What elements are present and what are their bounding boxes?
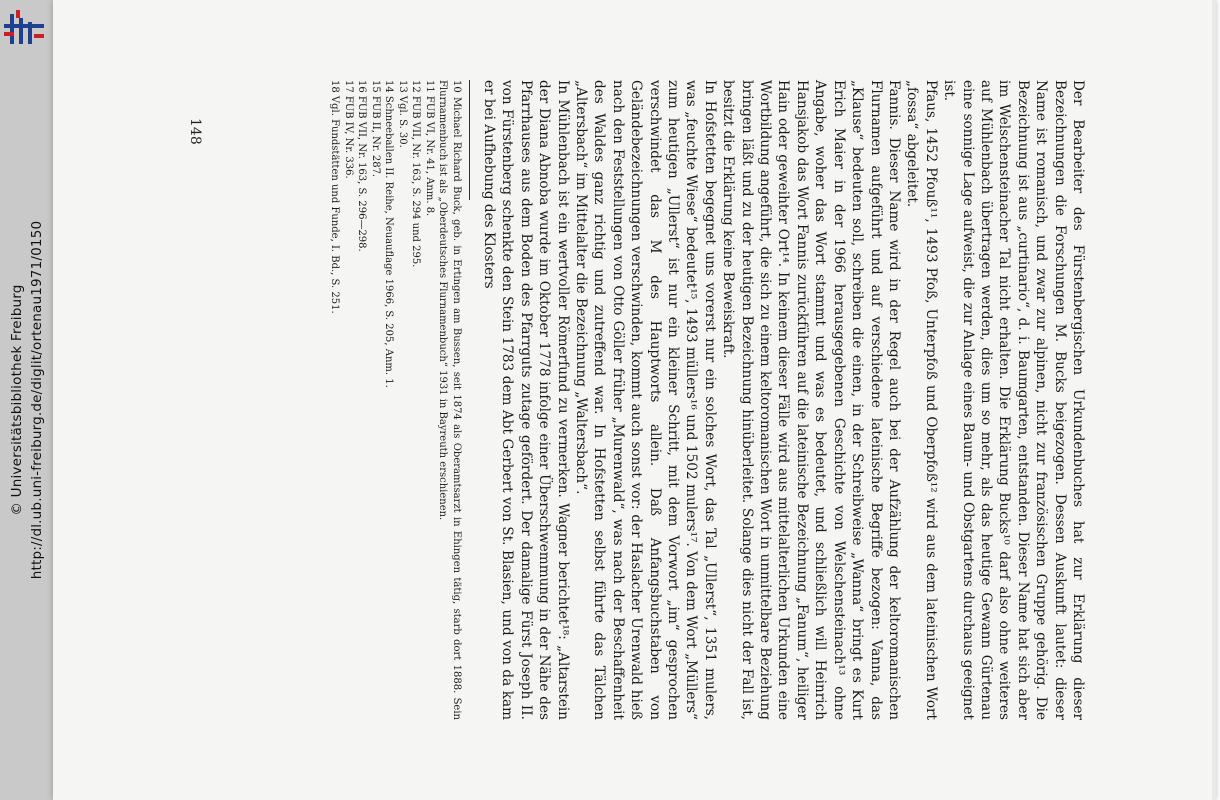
footnote: 13 Vgl. S. 30. xyxy=(396,80,408,148)
paragraph: In Hofstetten begegnet uns vorerst nur ein solches Wort, das Tal „Ullerst“, 1351 mulers, was „feuchte Wiese“ bedeutet¹⁵, 1493 müllers¹⁶ und 1502 mulers¹⁷. Von dem Wort „Müllers“ zum heutigen „Ullerst“ ist nur ein kleiner Schritt, mit dem Vorwort „im“ gesprochen verschwindet das M des Hauptworts allein. Daß Anfangsbuchstaben von Geländebezeichnungen verschwinden, kommt auch sonst vor: der Haslacher Urenwald hieß nach den Feststellungen von Otto Göller früher „Murenwald“, was nach der Beschaffenheit des Waldes ganz richtig und zutreffend war. In Hofstetten selbst führte das Tälchen „Altersbach“ im Mittelalter die Bezeichnung „Waltersbach“. xyxy=(573,80,718,720)
footnotes xyxy=(328,80,463,720)
paragraph: Fannis. Dieser Name wird in der Regel auch bei der Aufzählung der keltoromanischen Flurnamen aufgeführt und auf verschiedene lateinische Begriffe bezogen: Vanna, das „Klause“ bedeuten soll, schreiben die einen, in der Schreibweise „Wanna“ bringt es Kurt Erich Maier in der 1966 herausgegebenen Geschichte von Welschensteinach¹³ ohne Angabe, woher das Wort stammt und was es bedeutet, und schließlich will Heinrich Hansjakob das Wort Fannis zurückführen auf die lateinische Bezeichnung „Fanum“, heiliger Hain oder geweihter Ort¹⁴. In keinem dieser Fälle wird aus mittelalterlichen Urkunden eine Wortbildung angeführt, die sich zu einem keltoromanischen Wort in unmittelbare Beziehung bringen läßt und zu der heutigen Bezeichnung hinüberleitet. Solange dies nicht der Fall ist, besitzt die Erklärung keine Beweiskraft. xyxy=(720,80,902,720)
paragraph: Pfaus, 1452 Pfouß¹¹, 1493 Pfoß, Unterpfoß und Oberpfoß¹² wird aus dem lateinischen Wort „fossa“ abgeleitet. xyxy=(904,80,939,720)
footnote: 12 FUB VII, Nr. 163, S. 294 und 295. xyxy=(410,80,422,268)
paragraph: In Mühlenbach ist ein wertvoller Römerfund zu vermerken. Wagner berichtet¹⁸: „Altarstein der Diana Abnoba wurde im Oktober 1778 infolge einer Überschwemmung in der Nähe des Pfarrhauses aus dem Boden des Pfarrguts zutage gefördert. Der damalige Fürst Joseph II. von Fürstenberg schenkte den Stein 1783 dem Abt Gerbert von St. Blasien, und von da kam er bei Aufhebung des Klosters xyxy=(481,80,571,720)
page-edge xyxy=(1212,0,1216,800)
source-url-text: http://dl.ub.uni-freiburg.de/diglit/ortenau1971/0150 xyxy=(29,220,45,580)
page-number: 148 xyxy=(187,118,203,145)
paragraph: Der Bearbeiter des Fürstenbergischen Urkundenbuches hat zur Erklärung dieser Bezeichnungen die Forschungen M. Bucks beigezogen. Dessen Auskunft lautet: dieser Name ist romanisch, und zwar zur alpinen, nicht zur französischen Gruppe gehörig. Die Bezeichnung ist aus „curtinario“, d. i. Baumgarten, entstanden. Dieser Name hat sich aber im Welschensteinacher Tal nicht erhalten. Die Erklärung Bucks¹⁰ darf also ohne weiteres auf Mühlenbach übertragen werden, dies um so mehr, als das heutige Gewann Gürtenau eine sonnige Lage aufweist, die zur Anlage eines Baum- und Obstgartens durchaus geeignet ist. xyxy=(941,80,1086,720)
body-text xyxy=(328,80,1087,720)
footnote: 18 Vgl. Fundstätten und Funde, I. Bd., S. 251. xyxy=(329,80,341,314)
scanned-page xyxy=(53,0,1216,800)
footnote: 16 FUB VII, Nr. 163, S. 296—298. xyxy=(356,80,368,252)
footnote: 14 Schneeballen II. Reihe, Neuauflage 1966, S. 205, Anm. 1. xyxy=(383,80,395,388)
footnote: 17 FUB IV, Nr. 336. xyxy=(342,80,354,179)
footnote: 10 Michael Richard Buck, geb. in Ertingen am Bussen, seit 1874 als Oberamtsarzt in Ehingen tätig, starb dort 1888. Sein Flurnamenbuch ist als „Oberdeutsches Flurnamenbuch“ 1931 in Bayreuth erschienen. xyxy=(437,80,462,720)
page-content-rotated xyxy=(187,80,1087,720)
footnote: 15 FUB II, Nr. 287. xyxy=(369,80,381,178)
footnote: 11 FUB VI, Nr. 41, Anm. 8. xyxy=(423,80,435,217)
copyright-text: © Universitätsbibliothek Freiburg xyxy=(9,284,25,516)
viewer-sidebar xyxy=(0,0,53,800)
footnote-divider xyxy=(469,80,470,200)
